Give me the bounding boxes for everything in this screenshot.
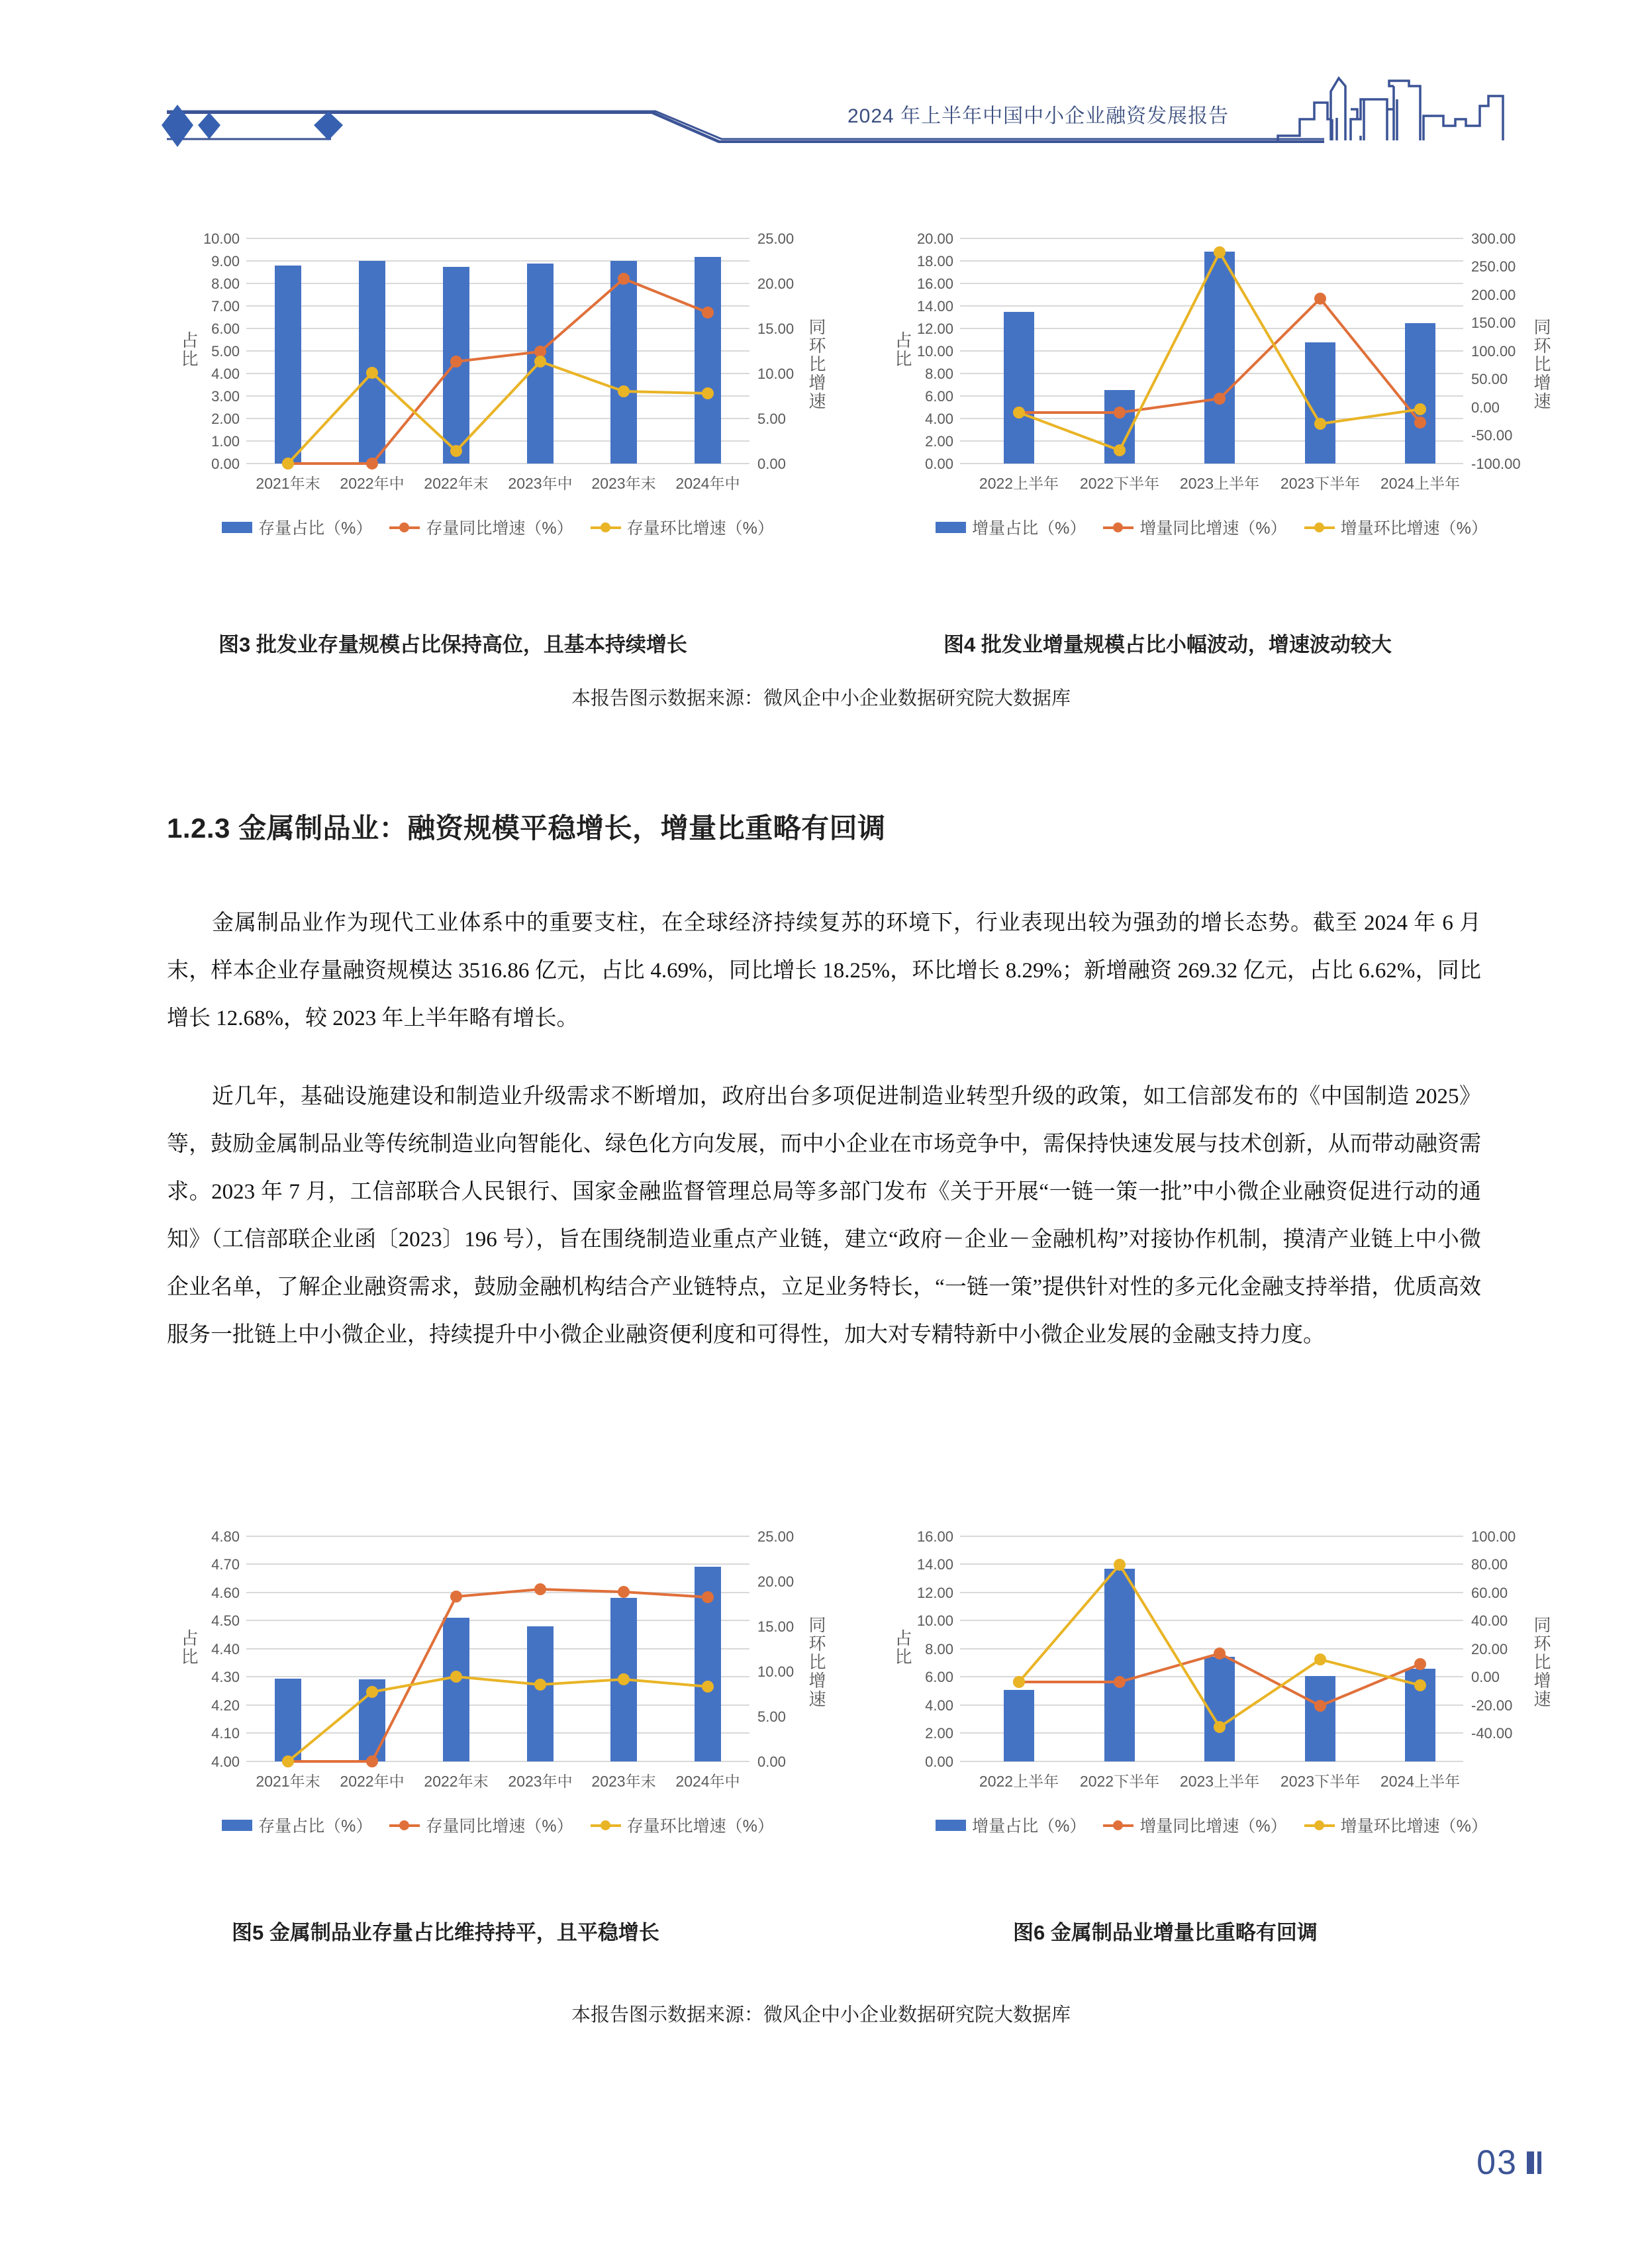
svg-text:2.00: 2.00 (925, 433, 953, 450)
figure-5-plot (167, 1516, 829, 1861)
svg-text:4.20: 4.20 (211, 1697, 240, 1714)
svg-text:2024上半年: 2024上半年 (1380, 1773, 1461, 1790)
svg-text:-100.00: -100.00 (1471, 456, 1521, 472)
svg-text:0.00: 0.00 (925, 456, 953, 472)
legend-label: 增量环比增速（%） (1340, 1817, 1488, 1836)
figure-4-chart (881, 219, 1551, 603)
svg-text:20.00: 20.00 (1471, 1641, 1508, 1657)
svg-text:18.00: 18.00 (916, 253, 953, 270)
svg-text:3.00: 3.00 (211, 388, 240, 405)
bar-series-fig5 (275, 1567, 721, 1761)
legend-line-yoy-icon (389, 1820, 420, 1831)
svg-text:2022年末: 2022年末 (424, 475, 489, 492)
svg-text:4.00: 4.00 (925, 1697, 953, 1714)
figure-6-chart (881, 1516, 1551, 1900)
header-decoration (0, 0, 1642, 152)
legend-entry-yoy (1103, 1813, 1286, 1837)
legend-label: 增量占比（%） (972, 519, 1087, 538)
svg-text:100.00: 100.00 (1471, 1528, 1516, 1545)
legend-label: 增量同比增速（%） (1139, 519, 1287, 538)
legend-bar-swatch-icon (222, 522, 252, 533)
svg-text:16.00: 16.00 (916, 1528, 953, 1545)
svg-text:10.00: 10.00 (757, 1663, 795, 1680)
fig5-left-axis-title: 占比 (179, 1629, 199, 1666)
svg-text:4.10: 4.10 (211, 1725, 240, 1742)
legend-line-qoq-icon (1304, 1820, 1335, 1831)
svg-text:2024年中: 2024年中 (675, 1773, 740, 1790)
legend-line-yoy-icon (389, 522, 420, 533)
svg-text:0.00: 0.00 (925, 1753, 953, 1770)
legend-bar-swatch-icon (222, 1820, 252, 1831)
legend-line-qoq-icon (591, 522, 621, 533)
svg-text:9.00: 9.00 (211, 253, 240, 270)
header-report-title: 2024 年上半年中国中小企业融资发展报告 (847, 105, 1230, 127)
legend-line-yoy-icon (1103, 522, 1134, 533)
fig6-left-axis-title: 占比 (893, 1629, 912, 1666)
svg-text:250.00: 250.00 (1471, 258, 1516, 275)
legend-label: 增量同比增速（%） (1139, 1817, 1287, 1836)
svg-text:5.00: 5.00 (211, 343, 240, 360)
svg-text:4.30: 4.30 (211, 1669, 240, 1685)
legend-entry-qoq (1304, 515, 1488, 539)
page-number-block (1476, 2143, 1541, 2183)
legend-label: 存量同比增速（%） (426, 1817, 573, 1836)
legend-entry-qoq (591, 1813, 774, 1837)
fig4-right-axis-title: 同环比增速 (1531, 318, 1551, 411)
fig3-right-axis-title: 同环比增速 (806, 318, 826, 411)
svg-text:2023年末: 2023年末 (591, 475, 656, 492)
svg-text:4.00: 4.00 (211, 1753, 240, 1770)
svg-text:6.00: 6.00 (211, 320, 240, 337)
svg-text:2022下半年: 2022下半年 (1079, 475, 1160, 492)
legend-label: 存量占比（%） (258, 519, 373, 538)
figure-3-plot (167, 219, 829, 563)
legend-entry-yoy (1103, 515, 1286, 539)
svg-text:6.00: 6.00 (925, 1669, 953, 1685)
body-paragraph-2: 近几年，基础设施建设和制造业升级需求不断增加，政府出台多项促进制造业转型升级的政策，如工信部发布的《中国制造 2025》等，鼓励金属制品业等传统制造业向智能化、绿色化方向发展，而中小企业在市场竞争中，需保持快速发展与技术创新，从而带动融资需求。2023 年 7 月，工信部联合人民银行、国家金融监督管理总局等多部门发布《关于开展“一链一策一批”中小微企业融资促进行动的通知》（工信部联企业函〔2023〕196 号），旨在围绕制造业重点产业链，建立“政府－企业－金融机构”对接协作机制，摸清产业链上中小微企业名单，了解企业融资需求，鼓励金融机构结合产业链特点，立足业务特长，“一链一策”提供针对性的多元化金融支持举措，优质高效服务一批链上中小微企业，持续提升中小微企业融资便利度和可得性，加大对专精特新中小微企业发展的金融支持力度。 (167, 1085, 1481, 1347)
legend-label: 存量占比（%） (258, 1817, 373, 1836)
svg-text:6.00: 6.00 (925, 388, 953, 405)
legend-label: 增量环比增速（%） (1340, 519, 1488, 538)
figure-3-chart (167, 219, 829, 603)
legend-label: 存量环比增速（%） (626, 1817, 774, 1836)
legend-line-yoy-icon (1103, 1820, 1134, 1831)
svg-text:14.00: 14.00 (916, 298, 953, 315)
legend-entry-bar (936, 515, 1086, 539)
svg-text:14.00: 14.00 (916, 1556, 953, 1573)
legend-line-qoq-icon (1304, 522, 1335, 533)
figure-4-caption: 图4 批发业增量规模占比小幅波动，增速波动较大 (943, 633, 1392, 656)
svg-text:-50.00: -50.00 (1471, 427, 1513, 444)
legend-entry-yoy (389, 515, 573, 539)
svg-text:8.00: 8.00 (925, 1641, 953, 1657)
svg-text:2024年中: 2024年中 (675, 475, 740, 492)
svg-text:2021年末: 2021年末 (256, 1773, 320, 1790)
svg-text:0.00: 0.00 (757, 1753, 786, 1770)
svg-text:25.00: 25.00 (757, 230, 795, 247)
source-note-top: 本报告图示数据来源：微风企中小企业数据研究院大数据库 (571, 688, 1071, 709)
svg-text:100.00: 100.00 (1471, 343, 1516, 360)
svg-text:150.00: 150.00 (1471, 315, 1516, 331)
legend-entry-bar (222, 515, 372, 539)
fig6-right-axis-title: 同环比增速 (1531, 1616, 1551, 1708)
figure-5-chart (167, 1516, 829, 1900)
page-footer (0, 2139, 1642, 2218)
line-series-qoq-fig5 (288, 1677, 708, 1761)
legend-label: 存量环比增速（%） (626, 519, 774, 538)
svg-text:8.00: 8.00 (925, 366, 953, 382)
svg-text:0.00: 0.00 (1471, 399, 1500, 416)
svg-text:20.00: 20.00 (757, 275, 795, 292)
svg-text:0.00: 0.00 (1471, 1669, 1500, 1685)
svg-text:2023年中: 2023年中 (508, 475, 573, 492)
svg-text:2023下半年: 2023下半年 (1280, 475, 1361, 492)
fig5-right-axis-title: 同环比增速 (806, 1616, 826, 1708)
svg-text:300.00: 300.00 (1471, 230, 1516, 247)
svg-text:0.00: 0.00 (211, 456, 240, 472)
legend-line-qoq-icon (591, 1820, 621, 1831)
svg-text:4.80: 4.80 (211, 1528, 240, 1545)
svg-text:5.00: 5.00 (757, 411, 786, 427)
svg-text:2022上半年: 2022上半年 (979, 1773, 1059, 1790)
svg-text:60.00: 60.00 (1471, 1585, 1508, 1601)
svg-text:2022年中: 2022年中 (340, 475, 405, 492)
legend-entry-bar (222, 1813, 372, 1837)
svg-text:0.00: 0.00 (757, 456, 786, 472)
figure-6-caption: 图6 金属制品业增量比重略有回调 (1013, 1921, 1318, 1944)
svg-text:2022下半年: 2022下半年 (1079, 1773, 1160, 1790)
svg-text:2023年末: 2023年末 (591, 1773, 656, 1790)
city-skyline-icon (1278, 78, 1503, 140)
page-header (0, 0, 1642, 152)
page-marker-bars-icon (1527, 2151, 1541, 2174)
svg-text:2023上半年: 2023上半年 (1179, 1773, 1260, 1790)
legend-label: 存量同比增速（%） (426, 519, 573, 538)
figure-3-caption: 图3 批发业存量规模占比保持高位，且基本持续增长 (218, 633, 687, 656)
svg-text:16.00: 16.00 (916, 275, 953, 292)
legend-entry-qoq (1304, 1813, 1488, 1837)
body-paragraph-1: 金属制品业作为现代工业体系中的重要支柱，在全球经济持续复苏的环境下，行业表现出较为强劲的增长态势。截至 2024 年 6 月末，样本企业存量融资规模达 3516.86 亿元，占比 4.69%，同比增长 18.25%，环比增长 8.29%；新增融资 269.32 亿元，占比 6.62%，同比增长 12.68%，较 2023 年上半年略有增长。 (167, 911, 1481, 1030)
svg-text:12.00: 12.00 (916, 320, 953, 337)
svg-text:10.00: 10.00 (916, 1612, 953, 1629)
svg-text:-20.00: -20.00 (1471, 1697, 1513, 1714)
svg-text:5.00: 5.00 (757, 1708, 786, 1725)
svg-text:20.00: 20.00 (916, 230, 953, 247)
line-series-yoy-fig5 (288, 1589, 708, 1761)
legend-entry-yoy (389, 1813, 573, 1837)
svg-text:4.40: 4.40 (211, 1641, 240, 1657)
svg-text:1.00: 1.00 (211, 433, 240, 450)
svg-text:2023年中: 2023年中 (508, 1773, 573, 1790)
svg-text:4.50: 4.50 (211, 1612, 240, 1629)
svg-text:10.00: 10.00 (757, 366, 795, 382)
legend-bar-swatch-icon (936, 522, 966, 533)
fig6-legend (881, 1813, 1543, 1837)
svg-text:10.00: 10.00 (203, 230, 240, 247)
svg-text:7.00: 7.00 (211, 298, 240, 315)
section-heading-1-2-3: 1.2.3 金属制品业：融资规模平稳增长，增量比重略有回调 (167, 813, 886, 844)
svg-text:2023下半年: 2023下半年 (1280, 1773, 1361, 1790)
fig3-left-axis-title: 占比 (179, 331, 199, 368)
svg-text:-40.00: -40.00 (1471, 1725, 1513, 1742)
svg-text:15.00: 15.00 (757, 320, 795, 337)
figure-6-plot (881, 1516, 1543, 1861)
svg-text:12.00: 12.00 (916, 1585, 953, 1601)
svg-text:4.00: 4.00 (211, 366, 240, 382)
svg-text:2021年末: 2021年末 (256, 475, 320, 492)
svg-text:20.00: 20.00 (757, 1573, 795, 1590)
svg-text:2022年中: 2022年中 (340, 1773, 405, 1790)
svg-text:2.00: 2.00 (211, 411, 240, 427)
svg-text:8.00: 8.00 (211, 275, 240, 292)
svg-text:2023上半年: 2023上半年 (1179, 475, 1260, 492)
legend-entry-bar (936, 1813, 1086, 1837)
svg-text:2022年末: 2022年末 (424, 1773, 489, 1790)
legend-bar-swatch-icon (936, 1820, 966, 1831)
svg-text:80.00: 80.00 (1471, 1556, 1508, 1573)
source-note-bottom: 本报告图示数据来源：微风企中小企业数据研究院大数据库 (571, 2004, 1071, 2026)
svg-text:15.00: 15.00 (757, 1618, 795, 1635)
bar-series-fig3 (275, 257, 721, 464)
svg-text:4.70: 4.70 (211, 1556, 240, 1573)
svg-text:2024上半年: 2024上半年 (1380, 475, 1461, 492)
svg-text:40.00: 40.00 (1471, 1612, 1508, 1629)
figure-5-caption: 图5 金属制品业存量占比维持持平，且平稳增长 (232, 1921, 659, 1944)
line-series-qoq-fig3 (288, 362, 708, 464)
svg-text:2022上半年: 2022上半年 (979, 475, 1059, 492)
fig5-legend (167, 1813, 829, 1837)
svg-text:10.00: 10.00 (916, 343, 953, 360)
svg-text:4.00: 4.00 (925, 411, 953, 427)
svg-text:50.00: 50.00 (1471, 371, 1508, 387)
fig4-left-axis-title: 占比 (893, 331, 912, 368)
fig3-legend (167, 515, 829, 539)
legend-entry-qoq (591, 515, 774, 539)
svg-text:200.00: 200.00 (1471, 287, 1516, 303)
fig4-legend (881, 515, 1543, 539)
svg-text:25.00: 25.00 (757, 1528, 795, 1545)
svg-text:4.60: 4.60 (211, 1585, 240, 1601)
figure-4-plot (881, 219, 1543, 563)
page-number-text: 03 (1476, 2144, 1518, 2182)
legend-label: 增量占比（%） (972, 1817, 1087, 1836)
svg-text:2.00: 2.00 (925, 1725, 953, 1742)
